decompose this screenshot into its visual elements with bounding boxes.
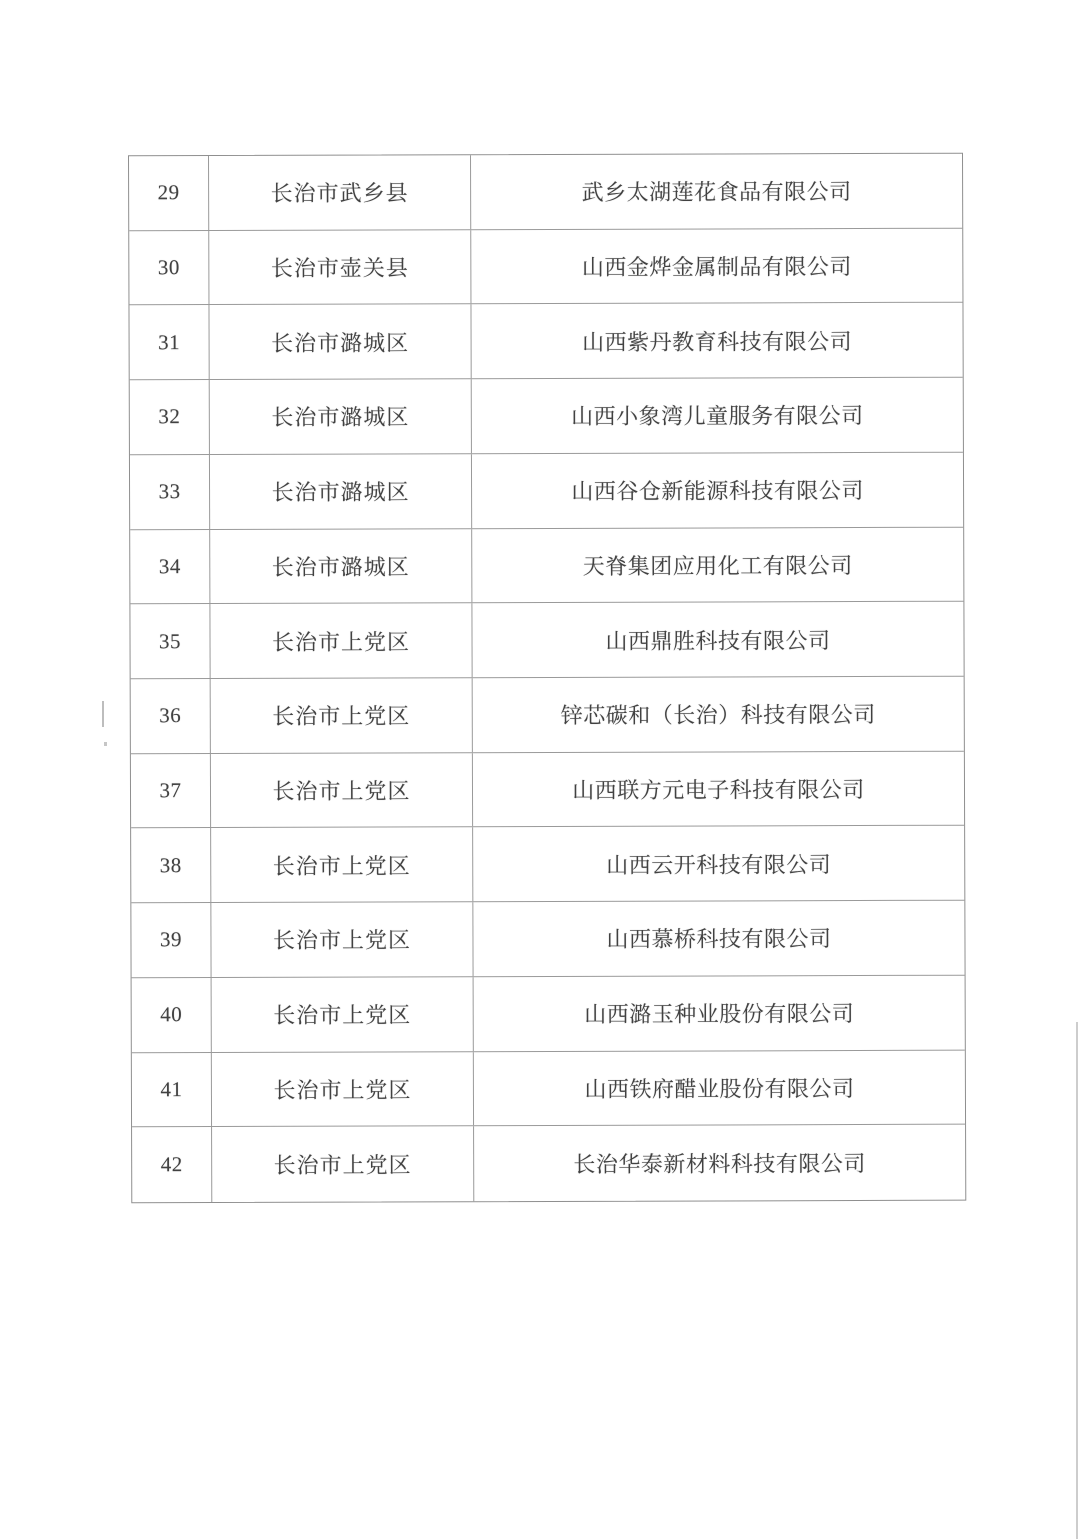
table-row	[129, 154, 962, 231]
company-cell: 锌芯碳和（长治）科技有限公司	[560, 702, 876, 729]
scan-dot-artifact	[104, 742, 107, 746]
region-cell: 长治市潞城区	[209, 305, 471, 380]
row-number-cell: 29	[129, 156, 209, 230]
table-row	[130, 527, 963, 604]
row-number-cell: 37	[131, 754, 211, 828]
row-number-cell: 32	[130, 380, 210, 454]
region-cell: 长治市潞城区	[210, 529, 472, 604]
table-row	[130, 378, 963, 455]
company-cell: 天脊集团应用化工有限公司	[582, 552, 853, 579]
region-cell: 长治市上党区	[211, 678, 473, 753]
company-cell: 山西鼎胜科技有限公司	[605, 627, 831, 654]
scan-mark-artifact	[102, 701, 104, 727]
company-cell: 山西慕桥科技有限公司	[606, 926, 832, 953]
company-cell: 山西小象湾儿童服务有限公司	[571, 403, 864, 430]
table-row	[132, 976, 965, 1053]
company-cell: 山西金烨金属制品有限公司	[581, 254, 852, 280]
region-cell: 长治市上党区	[210, 604, 472, 679]
table-row	[131, 677, 964, 754]
company-cell: 山西联方元电子科技有限公司	[572, 777, 865, 803]
region-cell: 长治市上党区	[212, 1052, 474, 1127]
region-cell: 长治市上党区	[211, 828, 473, 903]
company-cell: 山西铁府醋业股份有限公司	[584, 1075, 855, 1102]
company-cell: 山西云开科技有限公司	[606, 851, 832, 878]
table-row	[129, 303, 962, 380]
table-row	[131, 826, 964, 903]
row-number-cell: 40	[132, 978, 212, 1052]
table-row	[131, 751, 964, 828]
region-cell: 长治市潞城区	[210, 379, 472, 454]
company-cell: 山西谷仓新能源科技有限公司	[571, 478, 864, 505]
row-number-cell: 34	[130, 530, 210, 604]
company-cell: 武乡太湖莲花食品有限公司	[581, 179, 852, 206]
table-row	[130, 453, 963, 530]
row-number-cell: 35	[130, 604, 210, 678]
company-cell: 山西潞玉种业股份有限公司	[584, 1001, 855, 1028]
company-cell: 山西紫丹教育科技有限公司	[582, 328, 853, 355]
row-number-cell: 33	[130, 455, 210, 529]
table-row	[129, 228, 962, 305]
region-cell: 长治市上党区	[212, 1127, 474, 1203]
region-cell: 长治市上党区	[212, 977, 474, 1052]
table-row	[131, 901, 964, 978]
company-cell: 长治华泰新材料科技有限公司	[573, 1151, 866, 1178]
row-number-cell: 42	[132, 1127, 212, 1202]
region-cell: 长治市上党区	[211, 753, 473, 828]
row-number-cell: 31	[129, 305, 209, 379]
region-cell: 长治市潞城区	[210, 454, 472, 529]
row-number-cell: 41	[132, 1053, 212, 1127]
row-number-cell: 36	[131, 679, 211, 753]
region-cell: 长治市上党区	[211, 902, 473, 977]
row-number-cell: 39	[131, 903, 211, 977]
company-list-table	[128, 153, 966, 1204]
region-cell: 长治市壶关县	[209, 230, 471, 305]
row-number-cell: 38	[131, 828, 211, 902]
scan-edge-artifact	[1076, 1022, 1078, 1539]
table-row	[132, 1050, 965, 1127]
table-row	[130, 602, 963, 679]
row-number-cell: 30	[129, 231, 209, 305]
table-row	[132, 1125, 965, 1202]
region-cell: 长治市武乡县	[209, 155, 471, 230]
